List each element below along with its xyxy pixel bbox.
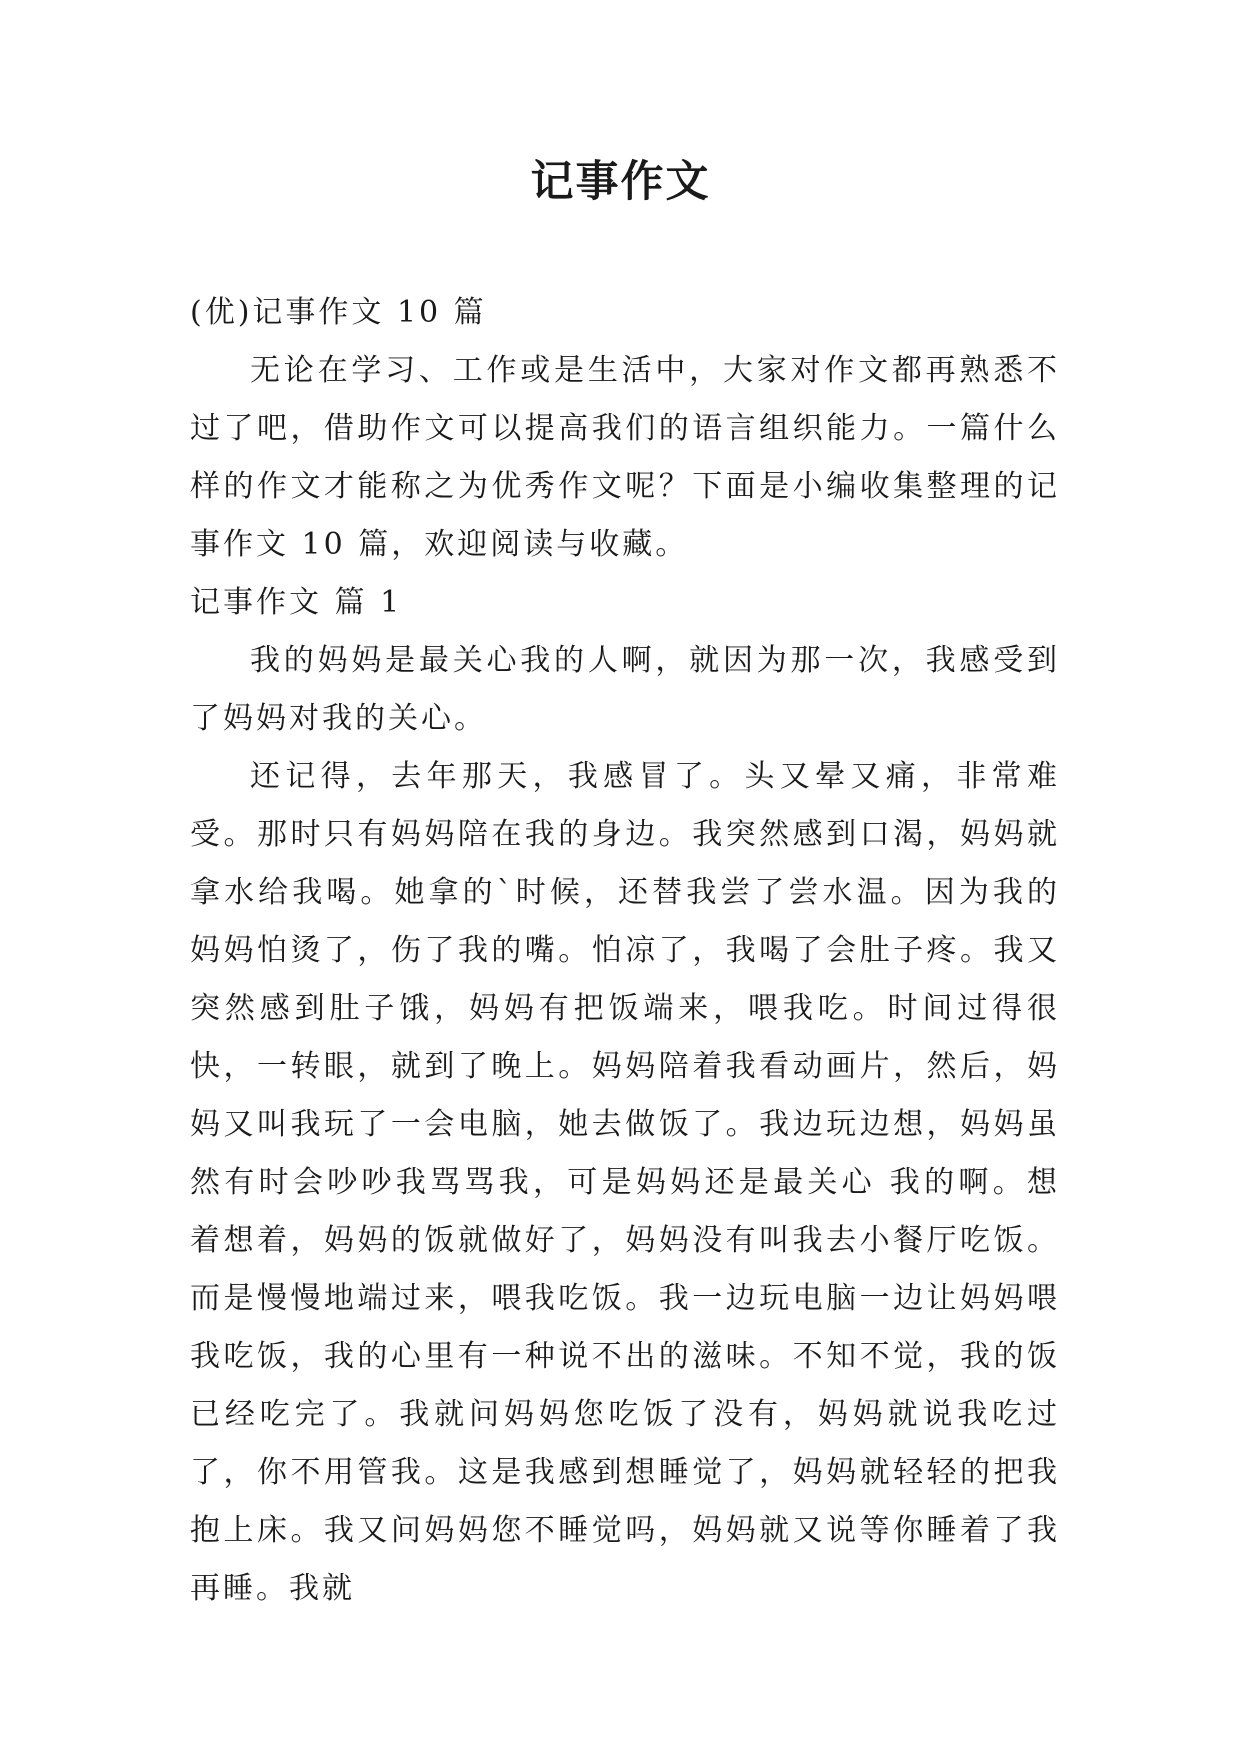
document-subtitle: (优)记事作文 10 篇	[190, 295, 487, 330]
body-paragraph: 还记得，去年那天，我感冒了。头又晕又痛，非常难受。那时只有妈妈陪在我的身边。我突然感到口渴，妈妈就拿水给我喝。她拿的`时候，还替我尝了尝水温。因为我的妈妈怕烫了，伤了我的嘴。怕凉了，我喝了会肚子疼。我又突然感到肚子饿，妈妈有把饭端来，喂我吃。时间过得很快，一转眼，就到了晚上。妈妈陪着我看动画片，然后，妈妈又叫我玩了一会电脑，她去做饭了。我边玩边想，妈妈虽然有时会吵吵我骂骂我，可是妈妈还是最关心 我的啊。想着想着，妈妈的饭就做好了，妈妈没有叫我去小餐厅吃饭。而是慢慢地端过来，喂我吃饭。我一边玩电脑一边让妈妈喂我吃饭，我的心里有一种说不出的滋味。不知不觉，我的饭已经吃完了。我就问妈妈您吃饭了没有，妈妈就说我吃过了，你不用管我。这是我感到想睡觉了，妈妈就轻轻的把我抱上床。我又问妈妈您不睡觉吗，妈妈就又说等你睡着了我再睡。我就	[190, 759, 1060, 1606]
intro-paragraph: 无论在学习、工作或是生活中，大家对作文都再熟悉不过了吧，借助作文可以提高我们的语言组织能力。一篇什么样的作文才能称之为优秀作文呢？下面是小编收集整理的记事作文 10 篇，欢迎阅读与收藏。	[190, 353, 1060, 562]
body-paragraph: 我的妈妈是最关心我的人啊，就因为那一次，我感受到了妈妈对我的关心。	[190, 643, 1060, 736]
section-heading: 记事作文 篇 1	[190, 585, 403, 620]
document-body	[190, 284, 1060, 1618]
page-title: 记事作文	[530, 157, 711, 207]
